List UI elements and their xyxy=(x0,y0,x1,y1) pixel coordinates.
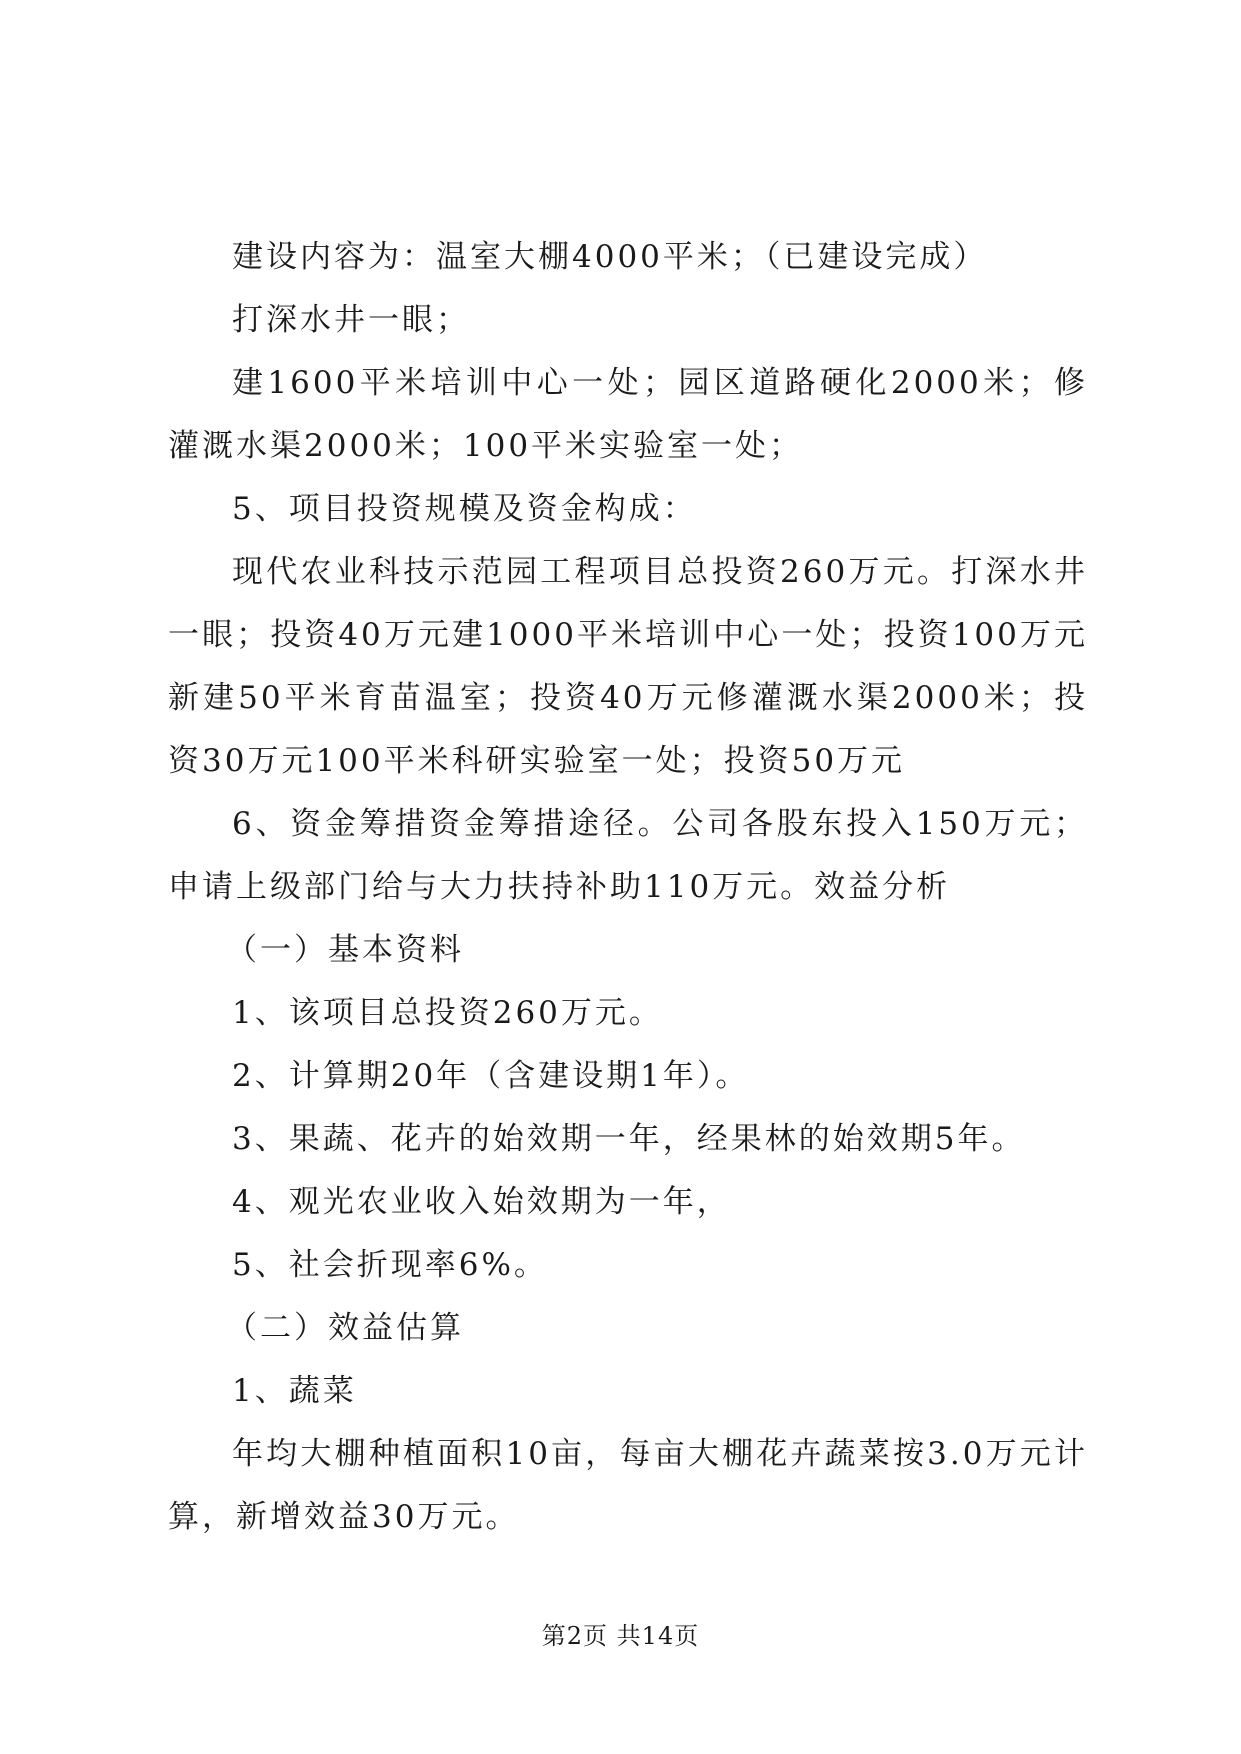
document-body xyxy=(168,226,1088,1549)
page-number-footer: 第2页 共14页 xyxy=(541,1622,700,1650)
list-item-tourism-income: 4、观光农业收入始效期为一年， xyxy=(232,1184,731,1220)
paragraph-vegetable-benefit: 年均大棚种植面积10亩，每亩大棚花卉蔬菜按3.0万元计算，新增效益30万元。 xyxy=(168,1436,1088,1535)
list-item-start-period: 3、果蔬、花卉的始效期一年，经果林的始效期5年。 xyxy=(232,1121,1026,1157)
list-item-vegetables: 1、蔬菜 xyxy=(232,1373,357,1409)
list-item-total-investment: 1、该项目总投资260万元。 xyxy=(232,995,663,1031)
paragraph-investment-detail: 现代农业科技示范园工程项目总投资260万元。打深水井一眼；投资40万元建1000平米培训中心一处；投资100万元新建50平米育苗温室；投资40万元修灌溉水渠2000米；投资30万元100平米科研实验室一处；投资50万元 xyxy=(168,554,1088,779)
paragraph-investment-scale-heading: 5、项目投资规模及资金构成： xyxy=(232,491,697,527)
section-heading-basic-data: （一）基本资料 xyxy=(226,932,464,968)
paragraph-training-center: 建1600平米培训中心一处；园区道路硬化2000米；修灌溉水渠2000米；100平米实验室一处； xyxy=(168,365,1088,464)
list-item-discount-rate: 5、社会折现率6%。 xyxy=(232,1247,548,1283)
section-heading-benefit-estimate: （二）效益估算 xyxy=(226,1310,464,1346)
list-item-calculation-period: 2、计算期20年（含建设期1年）。 xyxy=(232,1058,750,1094)
paragraph-construction-content: 建设内容为：温室大棚4000平米；（已建设完成） xyxy=(232,239,988,275)
paragraph-fund-raising: 6、资金筹措资金筹措途径。公司各股东投入150万元；申请上级部门给与大力扶持补助110万元。效益分析 xyxy=(168,806,1088,905)
paragraph-deep-well: 打深水井一眼； xyxy=(232,302,470,338)
